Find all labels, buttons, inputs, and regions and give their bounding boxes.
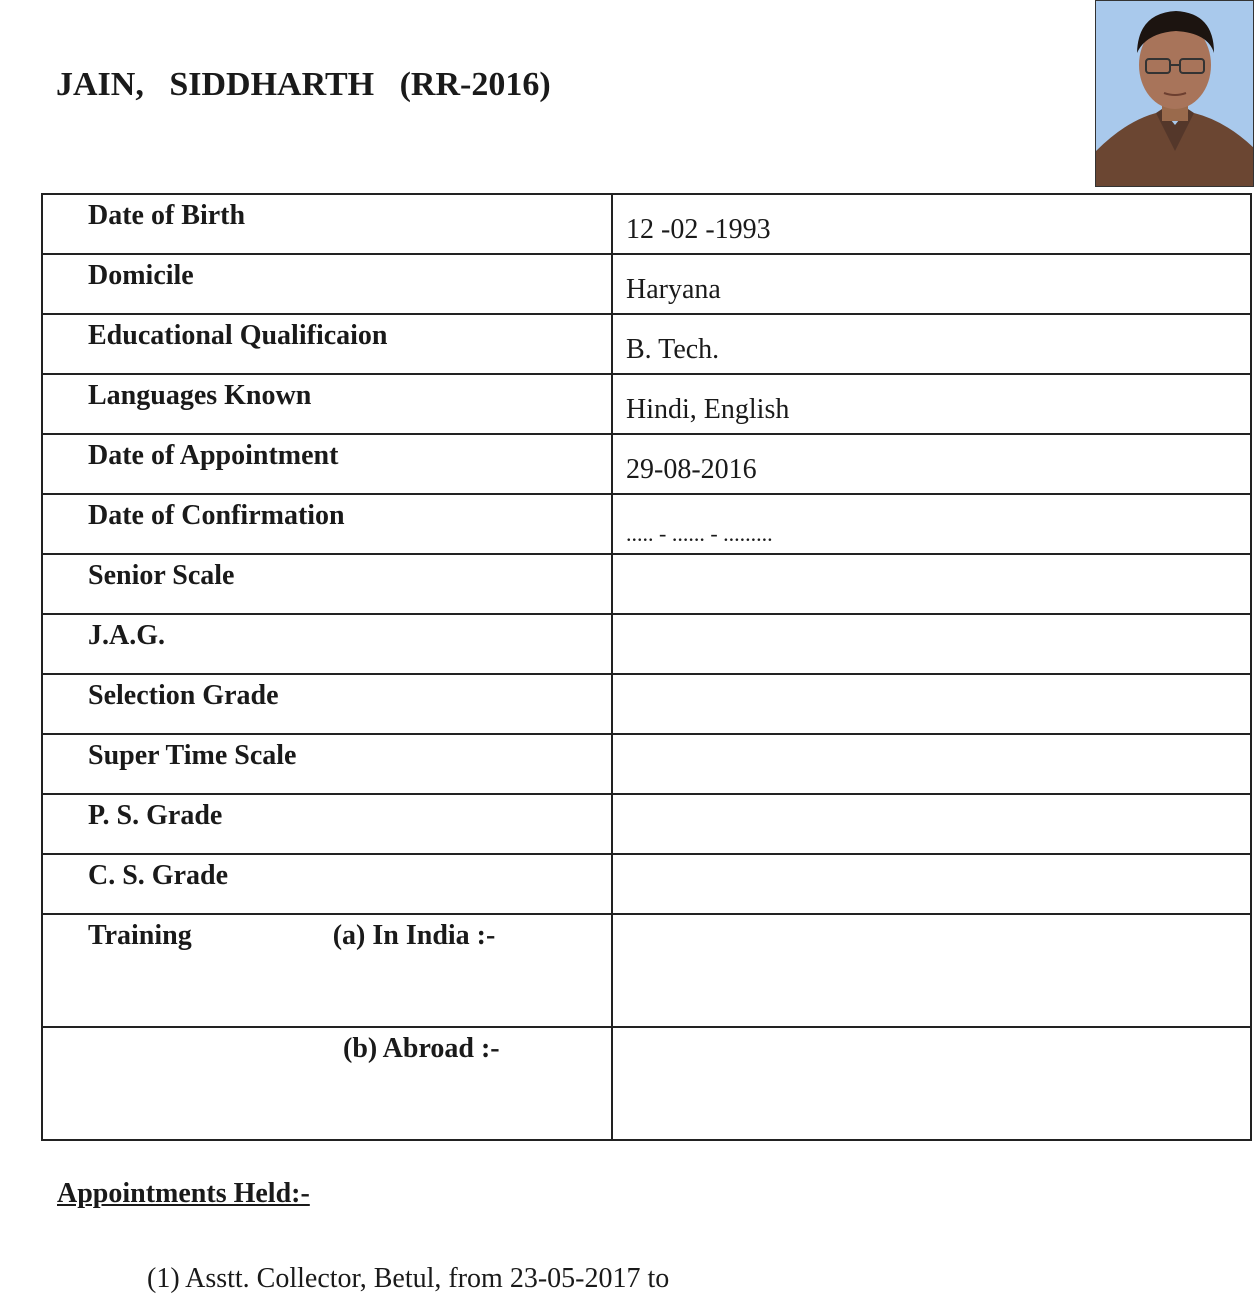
domicile-value: Haryana [626, 274, 721, 305]
jag-value [613, 615, 1250, 633]
table-row [42, 854, 1251, 914]
row-value-cell [612, 614, 1251, 674]
row-label-cell [42, 254, 612, 314]
row-label-cell [42, 1027, 612, 1140]
row-label-cell [42, 914, 612, 1027]
table-row [42, 914, 1251, 1027]
super-time-scale-label: Super Time Scale [88, 740, 297, 771]
row-label-cell [42, 734, 612, 794]
table-row [42, 1027, 1251, 1140]
row-value-cell [612, 554, 1251, 614]
educational-qualification-value: B. Tech. [626, 334, 720, 365]
row-value-cell [612, 254, 1251, 314]
table-row [42, 374, 1251, 434]
training-in-india-label: (a) In India :- [332, 920, 496, 951]
person-photo-icon [1095, 0, 1254, 187]
training-abroad-value [613, 1028, 1250, 1046]
appointment-item: (1) Asstt. Collector, Betul, from 23-05-2017 to [147, 1263, 670, 1294]
row-label-cell [42, 194, 612, 254]
super-time-scale-value [613, 735, 1250, 753]
training-in-india-value [613, 915, 1250, 933]
appointments-held-heading: Appointments Held:- [57, 1178, 310, 1209]
selection-grade-value [613, 675, 1250, 693]
cs-grade-label: C. S. Grade [88, 860, 228, 891]
row-value-cell [612, 794, 1251, 854]
row-value-cell [612, 314, 1251, 374]
cs-grade-value [613, 855, 1250, 873]
row-value-cell [612, 434, 1251, 494]
row-value-cell [612, 674, 1251, 734]
row-label-cell [42, 314, 612, 374]
selection-grade-label: Selection Grade [88, 680, 279, 711]
table-row [42, 674, 1251, 734]
training-abroad-label: (b) Abroad :- [343, 1033, 500, 1064]
date-of-birth-label: Date of Birth [88, 200, 246, 231]
educational-qualification-label: Educational Qualificaion [88, 320, 388, 351]
table-row [42, 314, 1251, 374]
table-row [42, 554, 1251, 614]
training-label: Training [88, 920, 192, 951]
table-row [42, 614, 1251, 674]
table-row [42, 734, 1251, 794]
date-of-birth-value: 12 -02 -1993 [626, 214, 771, 245]
jag-label: J.A.G. [88, 620, 165, 651]
page-title: JAIN, SIDDHARTH (RR-2016) [56, 66, 551, 103]
senior-scale-value [613, 555, 1250, 573]
ps-grade-value [613, 795, 1250, 813]
row-label-cell [42, 374, 612, 434]
row-value-cell [612, 494, 1251, 554]
languages-known-value: Hindi, English [626, 394, 790, 425]
service-record-table [41, 193, 1252, 1141]
row-label-cell [42, 794, 612, 854]
row-label-cell [42, 854, 612, 914]
row-value-cell [612, 374, 1251, 434]
portrait-illustration [1096, 1, 1254, 187]
row-value-cell [612, 734, 1251, 794]
row-label-cell [42, 614, 612, 674]
row-value-cell [612, 1027, 1251, 1140]
table-row [42, 254, 1251, 314]
date-of-confirmation-value: ..... - ...... - ......... [626, 521, 773, 546]
row-label-cell [42, 554, 612, 614]
date-of-confirmation-label: Date of Confirmation [88, 500, 345, 531]
languages-known-label: Languages Known [88, 380, 312, 411]
date-of-appointment-value: 29-08-2016 [626, 454, 757, 485]
ps-grade-label: P. S. Grade [88, 800, 223, 831]
row-value-cell [612, 194, 1251, 254]
row-label-cell [42, 674, 612, 734]
date-of-appointment-label: Date of Appointment [88, 440, 339, 471]
domicile-label: Domicile [88, 260, 194, 291]
senior-scale-label: Senior Scale [88, 560, 235, 591]
row-label-cell [42, 434, 612, 494]
row-label-cell [42, 494, 612, 554]
row-value-cell [612, 914, 1251, 1027]
row-value-cell [612, 854, 1251, 914]
table-row [42, 194, 1251, 254]
table-row [42, 434, 1251, 494]
table-row [42, 494, 1251, 554]
training-label-line [43, 915, 611, 953]
table-row [42, 794, 1251, 854]
